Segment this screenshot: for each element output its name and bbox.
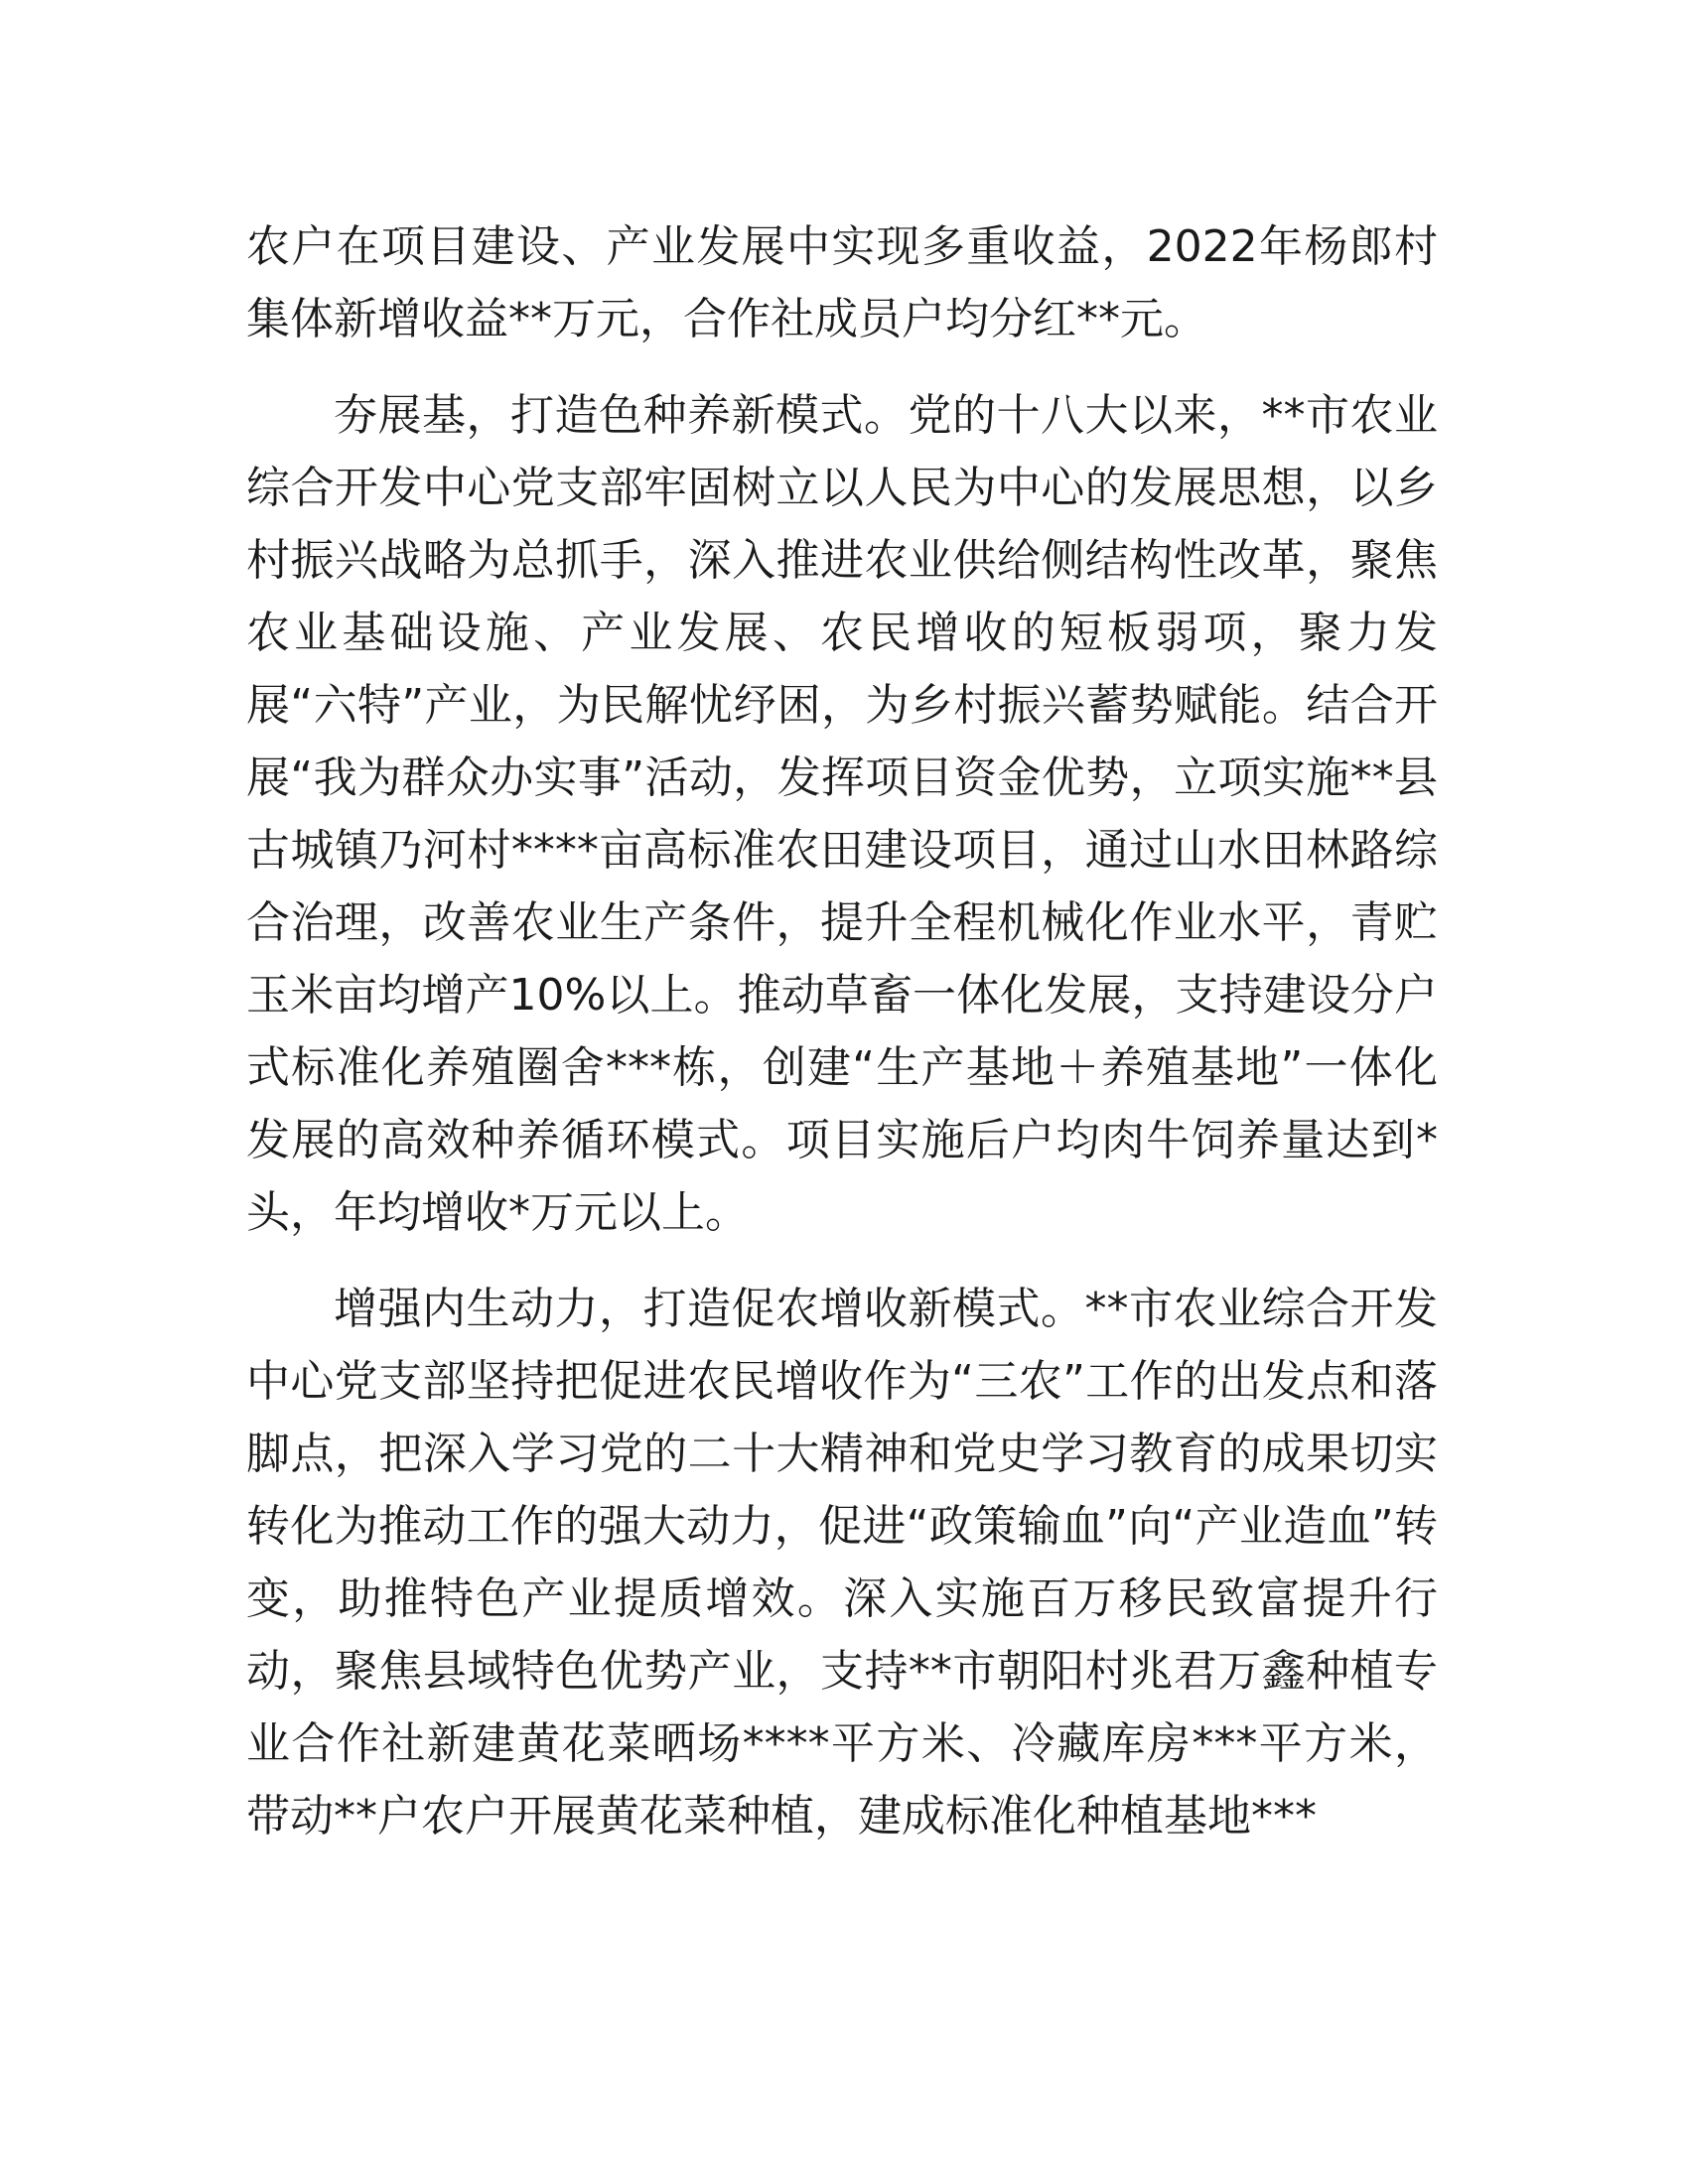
document-body: [246, 210, 1438, 1852]
paragraph-continued: 农户在项目建设、产业发展中实现多重收益，2022年杨郎村集体新增收益**万元，合作社成员户均分红**元。: [246, 221, 1438, 344]
paragraph-income-growth-model: 增强内生动力，打造促农增收新模式。**市农业综合开发中心党支部坚持把促进农民增收作为“三农”工作的出发点和落脚点，把深入学习党的二十大精神和党史学习教育的成果切实转化为推动工作的强大动力，促进“政策输血”向“产业造血”转变，助推特色产业提质增效。深入实施百万移民致富提升行动，聚焦县域特色优势产业，支持**市朝阳村兆君万鑫种植专业合作社新建黄花菜晒场****平方米、冷藏库房***平方米，带动**户农户开展黄花菜种植，建成标准化种植基地***: [246, 1284, 1438, 1842]
paragraph-planting-breeding-model: 夯展基，打造色种养新模式。党的十八大以来，**市农业综合开发中心党支部牢固树立以人民为中心的发展思想，以乡村振兴战略为总抓手，深入推进农业供给侧结构性改革，聚焦农业基础设施、产业发展、农民增收的短板弱项，聚力发展“六特”产业，为民解忧纾困，为乡村振兴蓄势赋能。结合开展“我为群众办实事”活动，发挥项目资金优势，立项实施**县古城镇乃河村****亩高标准农田建设项目，通过山水田林路综合治理，改善农业生产条件，提升全程机械化作业水平，青贮玉米亩均增产10%以上。推动草畜一体化发展，支持建设分户式标准化养殖圈舍***栋，创建“生产基地＋养殖基地”一体化发展的高效种养循环模式。项目实施后户均肉牛饲养量达到*头，年均增收*万元以上。: [246, 390, 1438, 1238]
